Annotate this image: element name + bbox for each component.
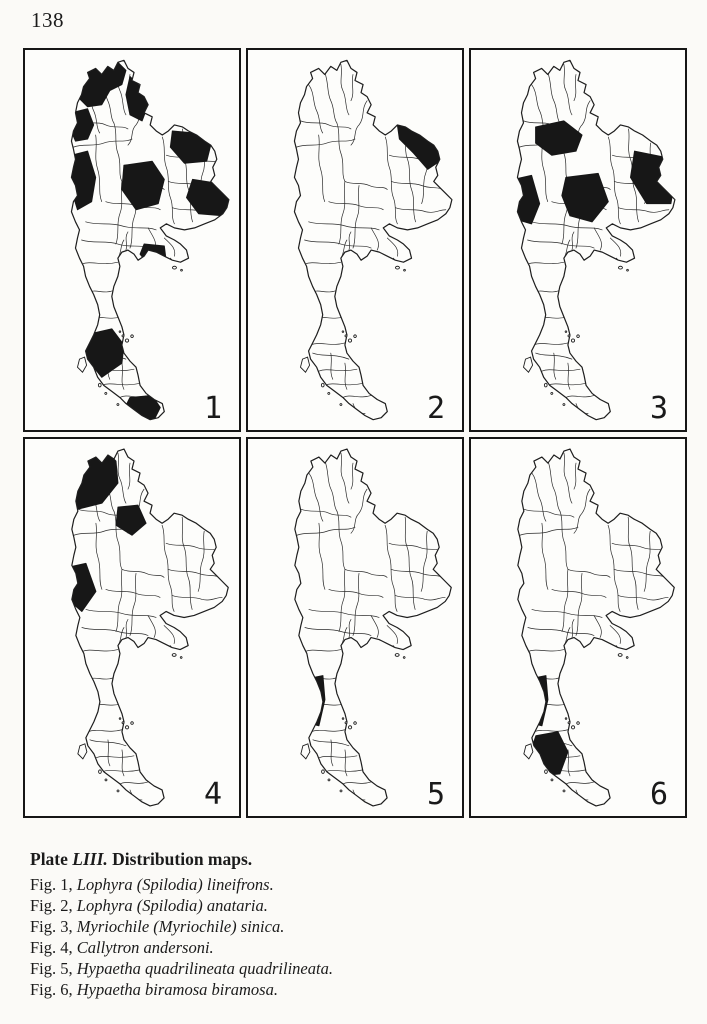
figure-number: 6 xyxy=(649,777,668,812)
plate-label: Plate xyxy=(30,849,68,869)
figure-caption-6 xyxy=(30,979,650,1000)
species-name: Myriochile (Myriochile) sinica. xyxy=(76,917,285,936)
island xyxy=(301,744,310,759)
island xyxy=(354,722,357,725)
thailand-map xyxy=(471,439,685,816)
island xyxy=(565,331,567,333)
island xyxy=(571,339,574,342)
species-name: Callytron andersoni. xyxy=(76,938,214,957)
figure-caption-2 xyxy=(30,895,650,916)
map-panel-fig-3 xyxy=(469,48,687,432)
island xyxy=(122,722,124,724)
island xyxy=(180,657,182,659)
island xyxy=(98,383,101,387)
island xyxy=(131,335,134,338)
island xyxy=(544,383,547,387)
island xyxy=(404,269,406,271)
figure-label: Fig. 2, xyxy=(30,896,73,915)
figure-label: Fig. 5, xyxy=(30,959,73,978)
island xyxy=(322,770,325,774)
plate-caption xyxy=(30,849,650,1000)
island xyxy=(131,722,134,725)
island xyxy=(568,722,570,724)
island xyxy=(523,357,532,372)
island xyxy=(345,335,347,337)
figure-number: 5 xyxy=(426,777,445,812)
thailand-map xyxy=(25,439,239,816)
island xyxy=(395,654,399,657)
island xyxy=(340,790,342,792)
island xyxy=(563,790,565,792)
plate-title xyxy=(30,849,650,870)
island xyxy=(571,726,574,729)
island xyxy=(395,266,399,269)
species-name: Lophyra (Spilodia) lineifrons. xyxy=(76,875,274,894)
figure-number: 1 xyxy=(203,391,222,426)
island xyxy=(321,383,324,387)
figure-label: Fig. 3, xyxy=(30,917,73,936)
island xyxy=(348,726,351,729)
island xyxy=(172,266,176,269)
island xyxy=(551,779,553,781)
island xyxy=(340,404,342,406)
thailand-map xyxy=(248,439,462,816)
island xyxy=(618,266,622,269)
figure-number: 4 xyxy=(203,777,222,812)
figure-caption-5 xyxy=(30,958,650,979)
figure-label: Fig. 6, xyxy=(30,980,73,999)
island xyxy=(300,357,309,372)
island xyxy=(563,404,565,406)
plate-title-text: Distribution maps. xyxy=(112,849,253,869)
map-panel-fig-1 xyxy=(23,48,241,432)
island xyxy=(105,392,107,394)
thailand-map xyxy=(25,50,239,430)
island xyxy=(172,654,176,657)
island xyxy=(524,744,533,759)
figure-label: Fig. 1, xyxy=(30,875,73,894)
island xyxy=(125,726,128,729)
figure-caption-1 xyxy=(30,874,650,895)
island xyxy=(618,654,622,657)
plate-id: LIII. xyxy=(72,849,108,869)
species-name: Hypaetha quadrilineata quadrilineata. xyxy=(76,959,333,978)
island xyxy=(328,392,330,394)
island xyxy=(119,331,121,333)
island xyxy=(565,718,567,720)
page-number: 138 xyxy=(31,8,64,32)
island xyxy=(119,718,121,720)
island xyxy=(117,404,119,406)
map-panel-fig-6 xyxy=(469,437,687,818)
island xyxy=(354,335,357,338)
thailand-map xyxy=(248,50,462,430)
island xyxy=(122,335,124,337)
figure-number: 3 xyxy=(649,391,668,426)
island xyxy=(403,657,405,659)
island xyxy=(626,657,628,659)
island xyxy=(577,722,580,725)
species-name: Hypaetha biramosa biramosa. xyxy=(76,980,278,999)
island xyxy=(545,770,548,774)
island xyxy=(348,339,351,342)
map-panel-fig-2 xyxy=(246,48,464,432)
island xyxy=(577,335,580,338)
island xyxy=(627,269,629,271)
figure-number: 2 xyxy=(426,391,445,426)
map-panel-fig-4 xyxy=(23,437,241,818)
island xyxy=(568,335,570,337)
map-panel-fig-5 xyxy=(246,437,464,818)
shaded-region-east-chonburi xyxy=(140,244,166,264)
island xyxy=(181,269,183,271)
island xyxy=(78,744,87,759)
island xyxy=(345,722,347,724)
island xyxy=(99,770,102,774)
figure-caption-4 xyxy=(30,937,650,958)
species-name: Lophyra (Spilodia) anataria. xyxy=(76,896,268,915)
island xyxy=(342,331,344,333)
island xyxy=(77,357,86,372)
figure-caption-3 xyxy=(30,916,650,937)
island xyxy=(105,779,107,781)
island xyxy=(117,790,119,792)
island xyxy=(125,339,128,342)
plate-grid xyxy=(23,48,687,818)
island xyxy=(328,779,330,781)
island xyxy=(342,718,344,720)
thailand-map xyxy=(471,50,685,430)
figure-label: Fig. 4, xyxy=(30,938,73,957)
island xyxy=(551,392,553,394)
